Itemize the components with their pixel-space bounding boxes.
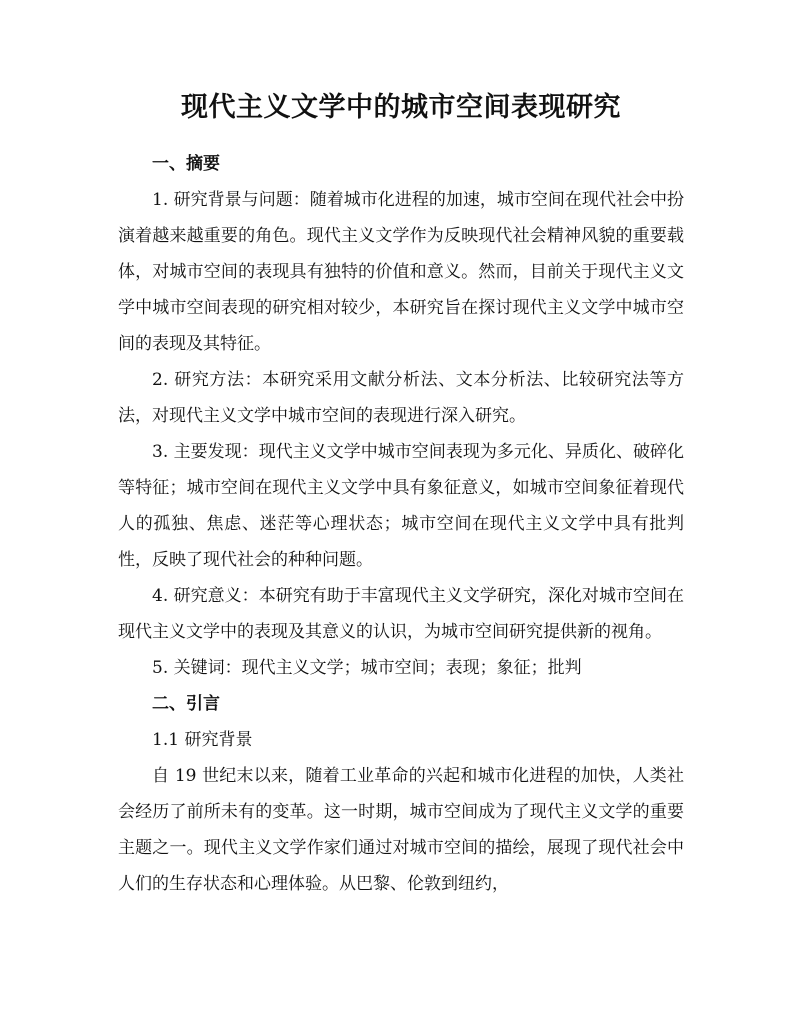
abstract-item-1: 1. 研究背景与问题：随着城市化进程的加速，城市空间在现代社会中扮演着越来越重要的角色。现代主义文学作为反映现代社会精神风貌的重要载体，对城市空间的表现具有独特的价值和意义。然而，目前关于现代主义文学中城市空间表现的研究相对较少，本研究旨在探讨现代主义文学中城市空间的表现及其特征。 (118, 190, 684, 354)
abstract-item-4: 4. 研究意义：本研究有助于丰富现代主义文学研究，深化对城市空间在现代主义文学中的表现及其意义的认识，为城市空间研究提供新的视角。 (118, 586, 684, 642)
abstract-item-2: 2. 研究方法：本研究采用文献分析法、文本分析法、比较研究法等方法，对现代主义文学中城市空间的表现进行深入研究。 (118, 370, 684, 426)
intro-paragraph: 自 19 世纪末以来，随着工业革命的兴起和城市化进程的加快，人类社会经历了前所未有的变革。这一时期，城市空间成为了现代主义文学的重要主题之一。现代主义文学作家们通过对城市空间的描绘，展现了现代社会中人们的生存状态和心理体验。从巴黎、伦敦到纽约， (118, 766, 684, 894)
abstract-item-3: 3. 主要发现：现代主义文学中城市空间表现为多元化、异质化、破碎化等特征；城市空间在现代主义文学中具有象征意义，如城市空间象征着现代人的孤独、焦虑、迷茫等心理状态；城市空间在现代主义文学中具有批判性，反映了现代社会的种种问题。 (118, 442, 684, 570)
document-page (118, 88, 684, 902)
document-title: 现代主义文学中的城市空间表现研究 (181, 92, 621, 123)
abstract-heading: 一、摘要 (152, 154, 220, 174)
abstract-item-5: 5. 关键词：现代主义文学；城市空间；表现；象征；批判 (152, 658, 582, 678)
intro-subheading: 1.1 研究背景 (152, 730, 253, 750)
intro-heading: 二、引言 (152, 694, 220, 714)
